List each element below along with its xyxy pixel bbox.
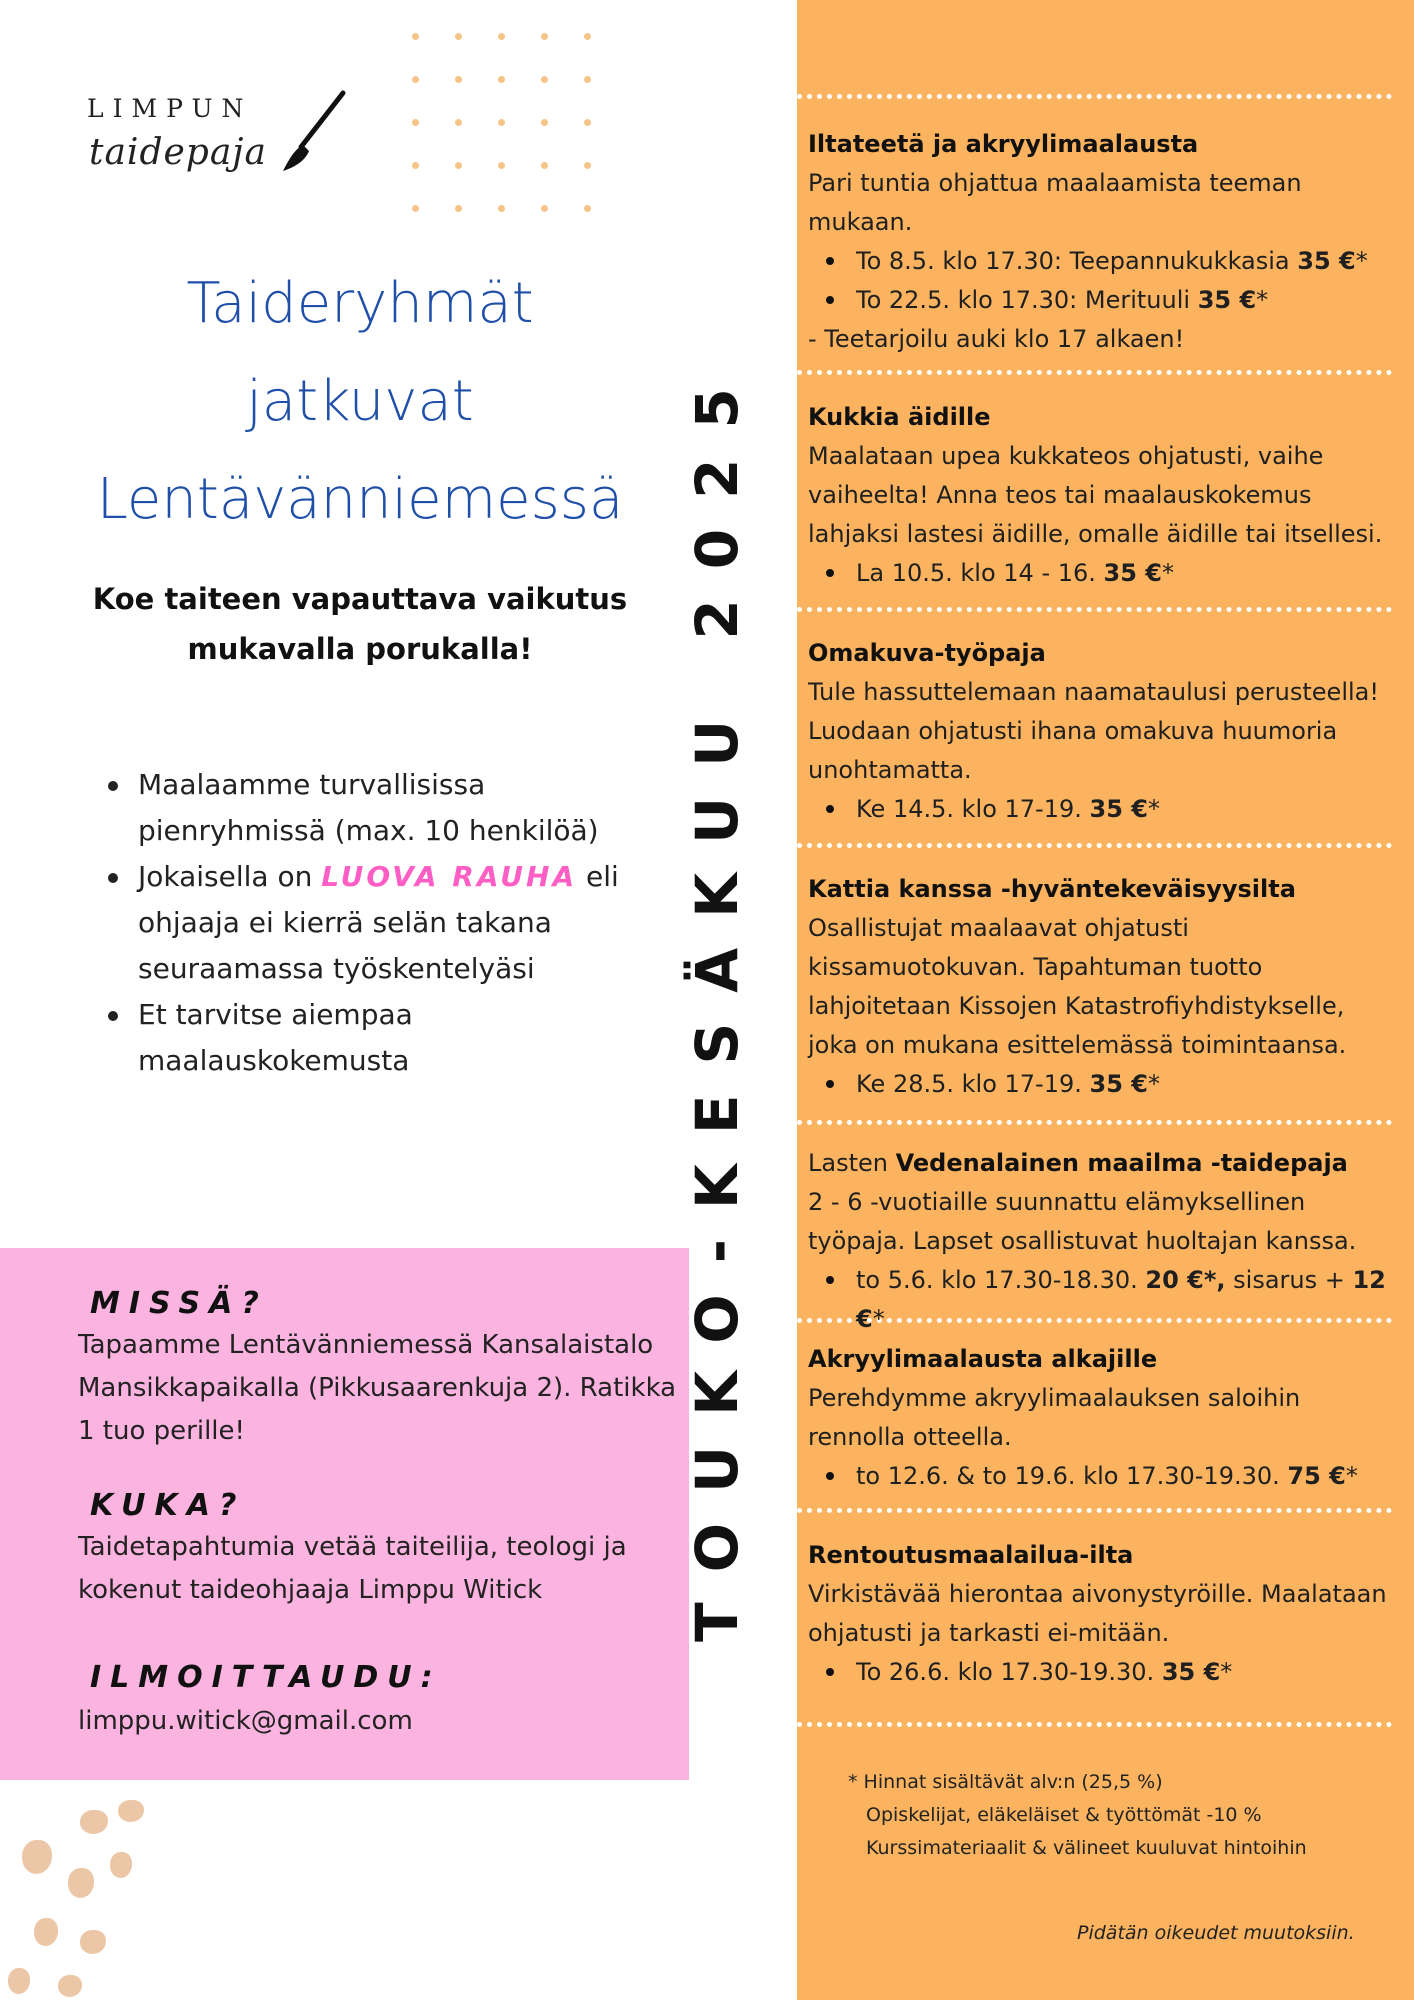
event-block — [808, 1144, 1398, 1339]
price-footnote — [848, 1766, 1388, 1865]
decorative-dot — [498, 76, 505, 83]
where-text: Tapaamme Lentävänniemessä Kansalaistalo Mansikkapaikalla (Pikkusaarenkuja 2). Ratikka 1 tuo perille! — [78, 1330, 677, 1446]
logo — [87, 94, 347, 204]
event-dates — [808, 1065, 1398, 1104]
decorative-blob — [8, 1968, 30, 1994]
dotted-divider — [797, 843, 1392, 848]
decorative-dot — [584, 205, 591, 212]
event-description: Perehdymme akryylimaalauksen saloihin rennolla otteella. — [808, 1384, 1301, 1451]
event-block — [808, 1536, 1398, 1692]
decorative-dot — [541, 33, 548, 40]
decorative-dot — [584, 162, 591, 169]
event-dates — [808, 554, 1398, 593]
event-title: Kattia kanssa -hyväntekeväisyysilta — [808, 875, 1296, 903]
event-description: Tule hassuttelemaan naamataulusi perusteella! Luodaan ohjatusti ihana omakuva huumoria unohtamatta. — [808, 678, 1379, 784]
info-box — [0, 1248, 689, 1780]
decorative-dot — [541, 76, 548, 83]
price-asterisk: * — [1147, 1070, 1160, 1098]
event-dates — [808, 242, 1398, 320]
decorative-dot — [455, 33, 462, 40]
event-date-text: Ke 14.5. klo 17-19. — [856, 795, 1082, 823]
decorative-blob — [80, 1930, 106, 1954]
rights-notice: Pidätän oikeudet muutoksiin. — [1077, 1922, 1355, 1944]
event-price: 35 € — [1103, 559, 1162, 587]
decorative-dot — [412, 162, 419, 169]
event-dates — [808, 790, 1398, 829]
list-item — [100, 992, 660, 1084]
decorative-dot — [584, 33, 591, 40]
event-description: 2 - 6 -vuotiaille suunnattu elämyksellinen työpaja. Lapset osallistuvat huoltajan kanssa. — [808, 1188, 1357, 1255]
dotted-divider — [797, 1120, 1392, 1125]
logo-top-text: LIMPUN — [87, 94, 253, 123]
tagline — [60, 574, 660, 674]
list-item — [100, 762, 660, 854]
bullet-text-post: eli ohjaaja ei kierrä selän takana seuraamassa työskentelyäsi — [138, 860, 619, 985]
event-date-text: To 22.5. klo 17.30: Merituuli — [856, 286, 1191, 314]
event-date-item — [808, 1261, 1398, 1339]
event-date-item — [808, 790, 1398, 829]
bullet-text-pre: Jokaisella on — [138, 860, 313, 893]
where-heading: MISSÄ? — [90, 1286, 268, 1321]
event-date-text: To 26.6. klo 17.30-19.30. — [856, 1658, 1155, 1686]
event-date-text: Ke 28.5. klo 17-19. — [856, 1070, 1082, 1098]
dotted-divider — [797, 370, 1392, 375]
event-title: Omakuva-työpaja — [808, 639, 1046, 667]
footnote-line-2: Opiskelijat, eläkeläiset & työttömät -10 % — [866, 1804, 1262, 1826]
decorative-dot — [541, 119, 548, 126]
decorative-dot — [455, 119, 462, 126]
event-title: Akryylimaalausta alkajille — [808, 1345, 1158, 1373]
event-date-text: La 10.5. klo 14 - 16. — [856, 559, 1096, 587]
decorative-dot — [541, 205, 548, 212]
event-date-item — [808, 1457, 1398, 1496]
event-title-prefix: Lasten — [808, 1149, 888, 1177]
event-title: Rentoutusmaalailua-ilta — [808, 1541, 1134, 1569]
decorative-blob — [68, 1868, 94, 1898]
decorative-dot — [498, 205, 505, 212]
signup-heading: ILMOITTAUDU: — [90, 1660, 442, 1695]
event-date-item — [808, 554, 1398, 593]
price-asterisk: * — [1162, 559, 1174, 587]
decorative-blob — [22, 1840, 52, 1874]
decorative-blob — [58, 1975, 82, 1997]
event-title: Kukkia äidille — [808, 403, 991, 431]
decorative-dot — [412, 76, 419, 83]
event-date-text: to 12.6. & to 19.6. klo 17.30-19.30. — [856, 1462, 1280, 1490]
who-text: Taidetapahtumia vetää taiteilija, teologi ja kokenut taideohjaaja Limppu Witick — [78, 1532, 627, 1605]
event-dates — [808, 1261, 1398, 1339]
dotted-divider — [797, 1508, 1392, 1513]
page-title — [60, 255, 660, 549]
decorative-dot — [498, 119, 505, 126]
vertical-season-title: TOUKO-KESÄKUU 2025 — [683, 358, 751, 1642]
dotted-divider — [797, 1722, 1392, 1727]
decorative-dot — [584, 76, 591, 83]
decorative-dot — [498, 33, 505, 40]
event-price: 35 € — [1089, 1070, 1148, 1098]
event-note: - Teetarjoilu auki klo 17 alkaen! — [808, 325, 1185, 353]
event-block — [808, 634, 1398, 829]
event-description: Maalataan upea kukkateos ohjatusti, vaihe vaiheelta! Anna teos tai maalauskokemus lahjaksi lastesi äidille, omalle äidille tai itsellesi. — [808, 442, 1383, 548]
price-asterisk: * — [1147, 795, 1160, 823]
tagline-line-1: Koe taiteen vapauttava vaikutus — [92, 582, 628, 616]
dotted-divider — [797, 94, 1392, 99]
price-asterisk: * — [1345, 1462, 1358, 1490]
price-asterisk: * — [1355, 247, 1368, 275]
decorative-blob — [80, 1810, 108, 1834]
event-block — [808, 870, 1398, 1104]
paintbrush-icon — [267, 89, 347, 179]
decorative-dot — [455, 76, 462, 83]
signup-email[interactable]: limppu.witick@gmail.com — [78, 1706, 413, 1736]
event-dates — [808, 1457, 1398, 1496]
decorative-blob — [118, 1800, 144, 1822]
event-dates — [808, 1653, 1398, 1692]
decorative-dot — [455, 205, 462, 212]
price-asterisk: * — [1220, 1658, 1233, 1686]
event-date-text: To 8.5. klo 17.30: Teepannukukkasia — [856, 247, 1290, 275]
list-item — [100, 854, 660, 992]
price-asterisk: * — [872, 1305, 885, 1333]
footnote-line-3: Kurssimateriaalit & välineet kuuluvat hintoihin — [866, 1837, 1307, 1859]
decorative-dot — [455, 162, 462, 169]
event-date-item — [808, 1065, 1398, 1104]
event-title-line — [808, 1144, 1398, 1183]
dotted-divider — [797, 607, 1392, 612]
event-price: 35 € — [1297, 247, 1356, 275]
feature-list — [100, 762, 660, 1084]
event-price: 20 €*, — [1145, 1266, 1226, 1294]
price-asterisk: * — [1256, 286, 1269, 314]
decorative-dot — [412, 205, 419, 212]
title-line-1: Taideryhmät — [186, 271, 534, 336]
event-price: 75 € — [1287, 1462, 1346, 1490]
event-title: Iltateetä ja akryylimaalausta — [808, 130, 1199, 158]
decorative-blob — [34, 1918, 58, 1946]
event-date-item — [808, 1653, 1398, 1692]
event-block — [808, 125, 1398, 359]
decorative-blob — [110, 1852, 132, 1878]
event-date-text: to 5.6. klo 17.30-18.30. — [856, 1266, 1138, 1294]
event-description: Pari tuntia ohjattua maalaamista teeman mukaan. — [808, 169, 1302, 236]
event-description: Osallistujat maalaavat ohjatusti kissamuotokuvan. Tapahtuman tuotto lahjoitetaan Kissojen Katastrofiyhdistykselle, joka on mukana esittelemässä toimintaansa. — [808, 914, 1347, 1059]
decorative-dot — [412, 33, 419, 40]
event-description: Virkistävää hierontaa aivonystyröille. Maalataan ohjatusti ja tarkasti ei-mitään. — [808, 1580, 1387, 1647]
event-block — [808, 398, 1398, 593]
title-line-2: jatkuvat — [246, 369, 474, 434]
sibling-price: 12 € — [856, 1266, 1386, 1333]
logo-script-text: taidepaja — [89, 132, 267, 173]
decorative-dot-grid — [412, 33, 642, 213]
decorative-dot — [498, 162, 505, 169]
who-heading: KUKA? — [90, 1488, 246, 1523]
bullet-text: Maalaamme turvallisissa pienryhmissä (max. 10 henkilöä) — [138, 768, 599, 847]
sibling-label: sisarus + — [1233, 1266, 1345, 1294]
decorative-dot — [584, 119, 591, 126]
event-price: 35 € — [1089, 795, 1148, 823]
tagline-line-2: mukavalla porukalla! — [187, 632, 533, 666]
bullet-text: Et tarvitse aiempaa maalauskokemusta — [138, 998, 413, 1077]
decorative-dot — [412, 119, 419, 126]
event-price: 35 € — [1161, 1658, 1221, 1686]
title-line-3: Lentävänniemessä — [96, 467, 624, 532]
event-title: Vedenalainen maailma -taidepaja — [895, 1149, 1348, 1177]
footnote-line-1: * Hinnat sisältävät alv:n (25,5 %) — [848, 1771, 1163, 1793]
event-date-item — [808, 281, 1398, 320]
event-date-item — [808, 242, 1398, 281]
decorative-dot — [541, 162, 548, 169]
luova-rauha-highlight: LUOVA RAUHA — [321, 860, 578, 893]
event-block — [808, 1340, 1398, 1496]
event-price: 35 € — [1197, 286, 1257, 314]
